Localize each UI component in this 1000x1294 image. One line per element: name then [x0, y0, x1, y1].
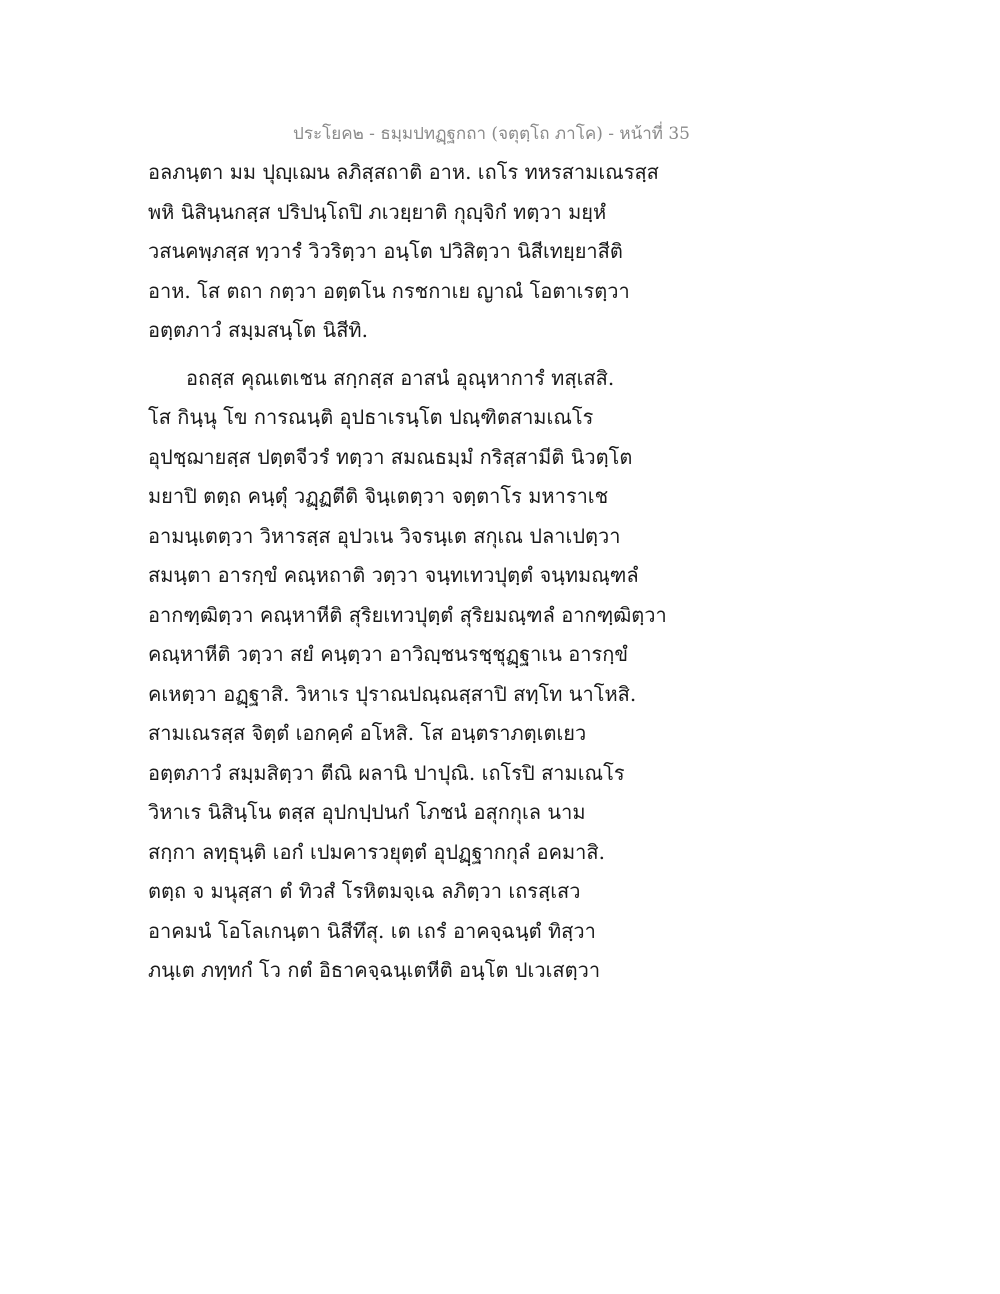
text-line: วสนคพฺภสฺส ทฺวารํ วิวริตฺวา อนฺโต ปวิสิตฺวา นิสีเทยฺยาสีติ — [148, 239, 623, 263]
text-line: สามเณรสฺส จิตฺตํ เอกคฺคํ อโหสิ. โส อนฺตราภตฺเตเยว — [148, 721, 587, 745]
text-line: ตตฺถ จ มนุสฺสา ตํ ทิวสํ โรหิตมจฺเฉ ลภิตฺวา เถรสฺเสว — [148, 879, 581, 903]
text-line: อถสฺส คุณเตเชน สกฺกสฺส อาสนํ อุณฺหาการํ ทสฺเสสิ. — [186, 365, 615, 390]
text-line: สมนฺตา อารกฺขํ คณฺหถาติ วตฺวา จนฺทเทวปุตฺตํ จนฺทมณฺฑลํ — [148, 563, 639, 587]
text-line: อามนฺเตตฺวา วิหารสฺส อุปวเน วิจรนฺเต สกุเณ ปลาเปตฺวา — [148, 523, 621, 548]
text-line: อาห. โส ตถา กตฺวา อตฺตโน กรชกาเย ญาณํ โอตาเรตฺวา — [148, 278, 630, 303]
text-line: วิหาเร นิสินฺโน ตสฺส อุปกปฺปนกํ โภชนํ อสุกกุเล นาม — [148, 800, 586, 824]
text-line: อตฺตภาวํ สมฺมสนฺโต นิสีทิ. — [148, 318, 368, 342]
text-line: อุปชฺฌายสฺส ปตฺตจีวรํ ทตฺวา สมณธมฺมํ กริสฺสามีติ นิวตฺโต — [148, 444, 633, 469]
text-line: ภนฺเต ภทฺทกํ โว กตํ อิธาคจฺฉนฺเตหีติ อนฺโต ปเวเสตฺวา — [148, 958, 601, 982]
text-line: มยาปิ ตตฺถ คนฺตุํ วฏฺฏตีติ จินฺเตตฺวา จตฺตาโร มหาราเช — [148, 484, 609, 508]
paragraph-1 — [148, 153, 708, 351]
text-line: อากฑฺฒิตฺวา คณฺหาหีติ สุริยเทวปุตฺตํ สุริยมณฺฑลํ อากฑฺฒิตฺวา — [148, 602, 667, 627]
text-line: อลภนฺตา มม ปุญฺเฌน ลภิสฺสถาติ อาห. เถโร ทหรสามเณรสฺส — [148, 160, 659, 184]
running-header: ประโยค๒ - ธมฺมปทฏฺฐกถา (จตุตฺโถ ภาโค) - หน้าที่ 35 — [293, 124, 690, 144]
paragraph-2 — [148, 359, 708, 991]
text-line: สกฺกา ลทฺธุนฺติ เอกํ เปมคารวยุตฺตํ อุปฏฺฐากกุลํ อคมาสิ. — [148, 839, 605, 864]
text-line: คณฺหาหีติ วตฺวา สยํ คนฺตฺวา อาวิญฺชนรชฺชุฏฺฐาเน อารกฺขํ — [148, 642, 629, 666]
text-line: อตฺตภาวํ สมฺมสิตฺวา ตีณิ ผลานิ ปาปุณิ. เถโรปิ สามเณโร — [148, 760, 625, 785]
text-line: อาคมนํ โอโลเกนฺตา นิสีทึสุ. เต เถรํ อาคจฺฉนฺตํ ทิสฺวา — [148, 918, 596, 943]
text-line: พหิ นิสินฺนกสฺส ปริปนฺโถปิ ภเวยฺยาติ กุญฺจิกํ ทตฺวา มยฺหํ — [148, 199, 607, 224]
body-text — [148, 153, 708, 991]
text-line: โส กินฺนุ โข การณนฺติ อุปธาเรนฺโต ปณฺฑิตสามเณโร — [148, 405, 594, 429]
text-line: คเหตฺวา อฏฺฐาสิ. วิหาเร ปุราณปณฺณสฺสาปิ สทฺโท นาโหสิ. — [148, 681, 637, 706]
